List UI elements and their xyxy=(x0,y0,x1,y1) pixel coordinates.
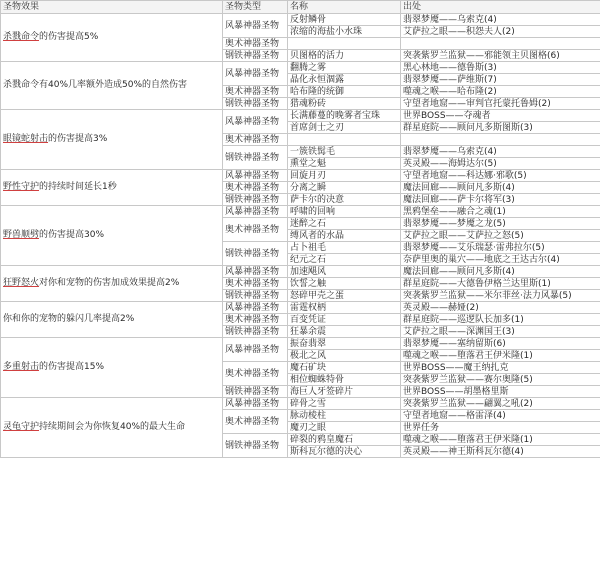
relic-source-cell: 黑鸦堡垒——融合之魂(1) xyxy=(401,206,600,218)
relic-source-cell: 群星庭院——大德鲁伊格兰达里斯(1) xyxy=(401,278,600,290)
relic-type-cell: 奥术神器圣物 xyxy=(223,218,288,242)
effect-cell xyxy=(1,170,223,206)
effect-text: 狂野怒火对你和宠物的伤害加成效果提高2% xyxy=(3,278,180,288)
relic-source-cell: 突袭紫罗兰监狱——翩翼之吼(2) xyxy=(401,398,600,410)
relic-type-cell: 钢铁神器圣物 xyxy=(223,326,288,338)
relic-name-cell: 碎骨之雪 xyxy=(288,398,401,410)
relic-type-cell: 风暴神器圣物 xyxy=(223,170,288,182)
relic-type-cell: 钢铁神器圣物 xyxy=(223,194,288,206)
relic-name-cell: 熏堂之魁 xyxy=(288,158,401,170)
relic-name-cell: 脉动棱柱 xyxy=(288,410,401,422)
effect-cell xyxy=(1,110,223,170)
relic-name-cell: 相位蜘蛛特骨 xyxy=(288,374,401,386)
relic-type-cell: 风暴神器圣物 xyxy=(223,62,288,86)
table-row xyxy=(1,62,600,74)
relic-type-cell: 奥术神器圣物 xyxy=(223,134,288,146)
relic-source-cell: 守望者地窟——审判官托蒙托鲁姆(2) xyxy=(401,98,600,110)
relic-type-cell: 风暴神器圣物 xyxy=(223,302,288,314)
relic-type-cell: 风暴神器圣物 xyxy=(223,398,288,410)
relic-name-cell: 迷醉之石 xyxy=(288,218,401,230)
relic-name-cell: 萨卡尔的决意 xyxy=(288,194,401,206)
relic-type-cell: 钢铁神器圣物 xyxy=(223,434,288,458)
relic-source-cell xyxy=(401,134,600,146)
relic-name-cell: 晶化永恒涸露 xyxy=(288,74,401,86)
relic-name-cell: 加速飓风 xyxy=(288,266,401,278)
effect-text: 多重射击的伤害提高15% xyxy=(3,362,105,372)
effect-cell xyxy=(1,302,223,338)
relic-name-cell: 雷霆权柄 xyxy=(288,302,401,314)
table-row xyxy=(1,110,600,122)
relic-source-cell xyxy=(401,38,600,50)
relic-source-cell: 噬魂之喉——堕落君王伊米隆(1) xyxy=(401,350,600,362)
relic-name-cell: 纪元之石 xyxy=(288,254,401,266)
table-row xyxy=(1,14,600,26)
relic-source-cell: 世界BOSS——胡墨格里斯 xyxy=(401,386,600,398)
relic-source-cell: 世界任务 xyxy=(401,422,600,434)
relic-source-cell: 守望者地窟——科达娜·邪歌(5) xyxy=(401,170,600,182)
table-row xyxy=(1,266,600,278)
table-row xyxy=(1,398,600,410)
relic-type-cell: 奥术神器圣物 xyxy=(223,38,288,50)
relic-name-cell: 哈布隆的统御 xyxy=(288,86,401,98)
relic-name-cell xyxy=(288,38,401,50)
relic-name-cell: 百变凭证 xyxy=(288,314,401,326)
relic-source-cell: 突袭紫罗兰监狱——米尔菲丝·法力风暴(5) xyxy=(401,290,600,302)
relic-name-cell: 占卜祖毛 xyxy=(288,242,401,254)
relic-name-cell: 极北之风 xyxy=(288,350,401,362)
relic-name-cell: 饮誓之触 xyxy=(288,278,401,290)
relic-type-cell: 奥术神器圣物 xyxy=(223,86,288,98)
effect-text: 灵龟守护持续期间会为你恢复40%的最大生命 xyxy=(3,422,186,432)
relic-type-cell: 钢铁神器圣物 xyxy=(223,290,288,302)
relic-source-cell: 突袭紫罗兰监狱——赛尔奥隆(5) xyxy=(401,374,600,386)
relic-source-cell: 奈萨里奥的巢穴——地底之王达古尔(4) xyxy=(401,254,600,266)
header-effect: 圣物效果 xyxy=(1,1,223,14)
relic-source-cell: 艾萨拉之眼——深渊国王(3) xyxy=(401,326,600,338)
relic-source-cell: 突袭紫罗兰监狱——邪能领主贝图格(6) xyxy=(401,50,600,62)
effect-cell xyxy=(1,266,223,302)
relic-name-cell: 猎魂粉砖 xyxy=(288,98,401,110)
relic-name-cell: 怒碎甲壳之蛋 xyxy=(288,290,401,302)
relic-type-cell: 奥术神器圣物 xyxy=(223,314,288,326)
relic-type-cell: 钢铁神器圣物 xyxy=(223,98,288,110)
relic-type-cell: 钢铁神器圣物 xyxy=(223,242,288,266)
relic-source-cell: 艾萨拉之眼——艾萨拉之怒(5) xyxy=(401,230,600,242)
relic-source-cell: 魔法回廊——顾问凡多斯(4) xyxy=(401,182,600,194)
table-row xyxy=(1,302,600,314)
relic-name-cell: 首席剑士之刃 xyxy=(288,122,401,134)
relic-type-cell: 奥术神器圣物 xyxy=(223,362,288,386)
relic-name-cell: 振奋翡翠 xyxy=(288,338,401,350)
relic-type-cell: 奥术神器圣物 xyxy=(223,278,288,290)
relic-name-cell: 浓缩的海盐小水珠 xyxy=(288,26,401,38)
relic-type-cell: 风暴神器圣物 xyxy=(223,266,288,278)
relic-type-cell: 风暴神器圣物 xyxy=(223,14,288,38)
relic-name-cell: 碎裂的鸦皇魔石 xyxy=(288,434,401,446)
effect-text: 杀戮命令的伤害提高5% xyxy=(3,32,99,42)
relic-name-cell: 长满藤蔓的晚雾者宝珠 xyxy=(288,110,401,122)
header-name: 名称 xyxy=(288,1,401,14)
relic-source-cell: 群星庭院——顾问凡多斯图斯(3) xyxy=(401,122,600,134)
relic-name-cell: 狂暴余震 xyxy=(288,326,401,338)
effect-cell xyxy=(1,62,223,110)
relic-source-cell: 英灵殿——海姆达尔(5) xyxy=(401,158,600,170)
relic-name-cell xyxy=(288,134,401,146)
table-header-row xyxy=(1,1,600,14)
relic-source-cell: 翡翠梦魇——乌索克(4) xyxy=(401,146,600,158)
effect-text: 野兽顺劈的伤害提高30% xyxy=(3,230,105,240)
relic-name-cell: 回旋月刃 xyxy=(288,170,401,182)
header-source: 出处 xyxy=(401,1,600,14)
relic-name-cell: 反射鳞骨 xyxy=(288,14,401,26)
relic-type-cell: 风暴神器圣物 xyxy=(223,338,288,362)
table-row xyxy=(1,206,600,218)
relic-source-cell: 翡翠梦魇——梦魇之龙(5) xyxy=(401,218,600,230)
effect-cell xyxy=(1,398,223,458)
relic-type-cell: 钢铁神器圣物 xyxy=(223,386,288,398)
relic-source-cell: 守望者地窟——格雷泽(4) xyxy=(401,410,600,422)
effect-cell xyxy=(1,206,223,266)
effect-text: 眼镜蛇射击的伤害提高3% xyxy=(3,134,108,144)
relic-source-cell: 翡翠梦魇——塞纳留斯(6) xyxy=(401,338,600,350)
relic-type-cell: 风暴神器圣物 xyxy=(223,206,288,218)
relic-source-cell: 魔法回廊——萨卡尔将军(3) xyxy=(401,194,600,206)
relic-name-cell: 缚风者的水晶 xyxy=(288,230,401,242)
effect-text: 你和你的宠物的躲闪几率提高2% xyxy=(3,314,135,324)
relic-name-cell: 斯科瓦尔德的决心 xyxy=(288,446,401,458)
relic-type-cell: 钢铁神器圣物 xyxy=(223,50,288,62)
relic-source-cell: 噬魂之喉——堕落君王伊米隆(1) xyxy=(401,434,600,446)
relic-type-cell: 钢铁神器圣物 xyxy=(223,146,288,170)
effect-cell xyxy=(1,14,223,62)
relic-type-cell: 风暴神器圣物 xyxy=(223,110,288,134)
relic-source-cell: 世界BOSS——魔王纳扎克 xyxy=(401,362,600,374)
relic-name-cell: 翻腾之雾 xyxy=(288,62,401,74)
effect-cell xyxy=(1,338,223,398)
relic-source-cell: 噬魂之喉——哈布隆(2) xyxy=(401,86,600,98)
relic-name-cell: 贝图格的活力 xyxy=(288,50,401,62)
table-row xyxy=(1,170,600,182)
relic-source-cell: 英灵殿——赫娅(2) xyxy=(401,302,600,314)
relic-name-cell: 魔石矿块 xyxy=(288,362,401,374)
relic-source-cell: 英灵殿——神王斯科瓦尔德(4) xyxy=(401,446,600,458)
relic-name-cell: 魔刃之眼 xyxy=(288,422,401,434)
relic-name-cell: 海巨人牙签碎片 xyxy=(288,386,401,398)
relic-name-cell: 一簇铁髯毛 xyxy=(288,146,401,158)
relic-source-cell: 艾萨拉之眼——积怨夫人(2) xyxy=(401,26,600,38)
relic-source-cell: 翡翠梦魇——乌索克(4) xyxy=(401,14,600,26)
relic-source-cell: 魔法回廊——顾问凡多斯(4) xyxy=(401,266,600,278)
relic-type-cell: 奥术神器圣物 xyxy=(223,410,288,434)
relic-type-cell: 奥术神器圣物 xyxy=(223,182,288,194)
relic-source-cell: 世界BOSS——夺魂者 xyxy=(401,110,600,122)
header-type: 圣物类型 xyxy=(223,1,288,14)
table-row xyxy=(1,338,600,350)
table-body xyxy=(1,14,600,458)
effect-text: 杀戮命令有40%几率额外造成50%的自然伤害 xyxy=(3,80,188,90)
relic-name-cell: 呼啸的回响 xyxy=(288,206,401,218)
relic-source-cell: 黑心林地——德鲁斯(3) xyxy=(401,62,600,74)
relic-source-cell: 翡翠梦魇——萨维斯(7) xyxy=(401,74,600,86)
relic-source-cell: 群星庭院——巡逻队长加多(1) xyxy=(401,314,600,326)
relic-name-cell: 分离之瞬 xyxy=(288,182,401,194)
relic-source-cell: 翡翠梦魇——艾乐瑞瑟·雷弗拉尔(5) xyxy=(401,242,600,254)
effect-text: 野性守护的持续时间延长1秒 xyxy=(3,182,117,192)
